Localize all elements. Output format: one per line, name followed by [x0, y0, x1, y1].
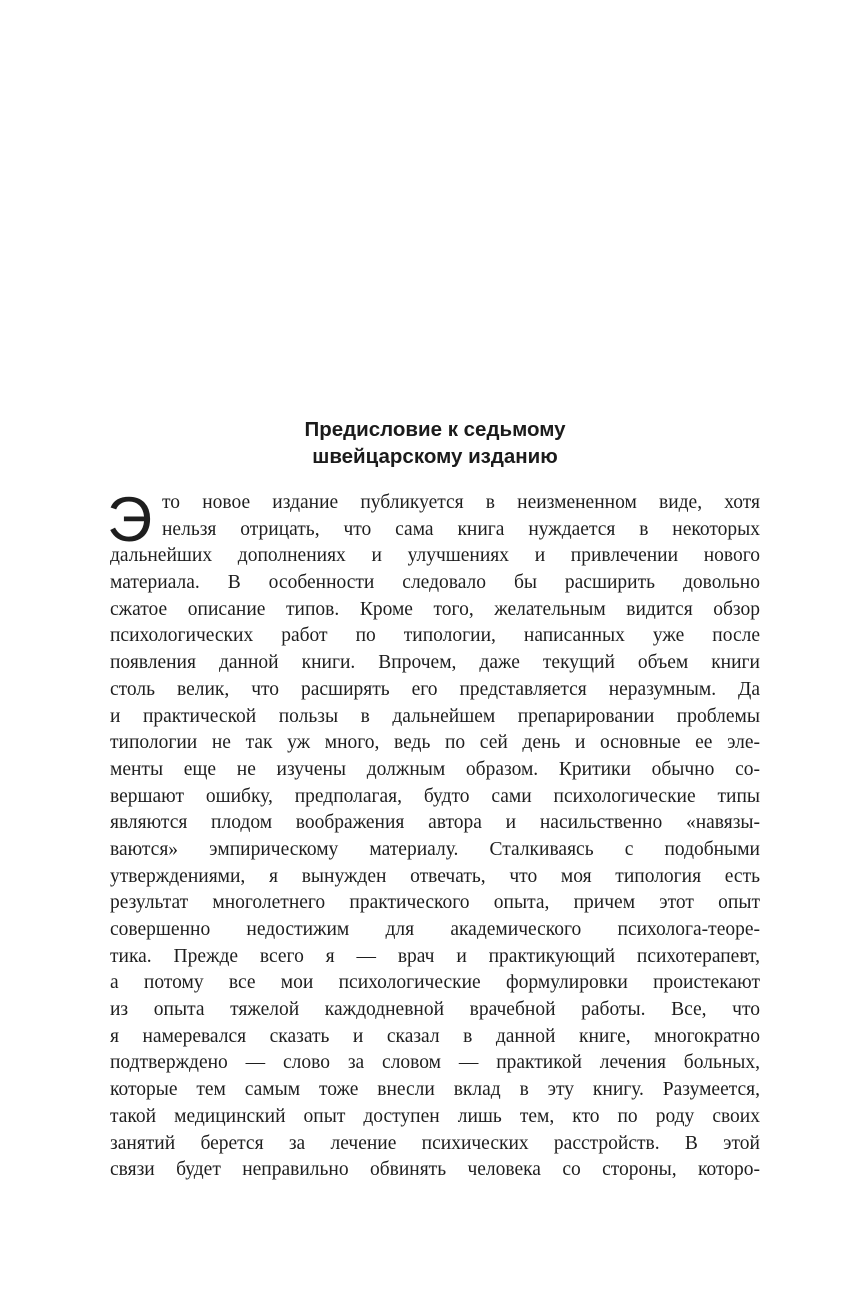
body-paragraph [107, 485, 760, 1184]
chapter-heading [110, 416, 760, 470]
text-line: совершенно недостижим для академического психолога-теоре- [110, 919, 760, 940]
text-line: психологических работ по типологии, написанных уже после [110, 625, 760, 647]
text-line: а потому все мои психологические формулировки проистекают [110, 972, 760, 994]
text-line: появления данной книги. Впрочем, даже текущий объем книги [110, 652, 760, 674]
text-line: сжатое описание типов. Кроме того, желательным видится обзор [110, 598, 760, 620]
text-line: тика. Прежде всего я — врач и практикующий психотерапевт, [110, 945, 760, 967]
text-line: нельзя отрицать, что сама книга нуждается в некоторых [162, 518, 760, 540]
text-line: которые тем самым тоже внесли вклад в эту книгу. Разумеется, [110, 1079, 760, 1101]
text-line: и практической пользы в дальнейшем препарировании проблемы [110, 705, 760, 727]
text-line: утверждениями, я вынужден отвечать, что моя типология есть [110, 865, 760, 887]
text-line: из опыта тяжелой каждодневной врачебной работы. Все, что [110, 999, 760, 1021]
chapter-heading-line-2: швейцарскому изданию [312, 445, 558, 468]
text-line: ваются» эмпирическому материалу. Сталкиваясь с подобными [110, 838, 760, 860]
text-line: подтверждено — слово за словом — практикой лечения больных, [110, 1052, 760, 1074]
text-line: такой медицинский опыт доступен лишь тем, кто по роду своих [110, 1105, 760, 1127]
text-line: типологии не так уж много, ведь по сей день и основные ее эле- [110, 732, 760, 754]
text-line: менты еще не изучены должным образом. Критики обычно со- [110, 758, 760, 780]
text-line: я намеревался сказать и сказал в данной книге, многократно [110, 1025, 760, 1047]
drop-cap: Э [107, 485, 153, 555]
text-line: занятий берется за лечение психических расстройств. В этой [110, 1132, 760, 1154]
text-line: результат многолетнего практического опыта, причем этот опыт [110, 892, 760, 914]
text-line: вершают ошибку, предполагая, будто сами психологические типы [110, 785, 760, 807]
chapter-heading-line-1: Предисловие к седьмому [304, 418, 566, 441]
text-line: то новое издание публикуется в неизмененном виде, хотя [162, 492, 760, 513]
text-line: связи будет неправильно обвинять человека со стороны, которо- [110, 1159, 760, 1181]
text-line: материала. В особенности следовало бы расширить довольно [110, 572, 760, 594]
text-line: столь велик, что расширять его представляется неразумным. Да [110, 678, 760, 700]
text-line: являются плодом воображения автора и насильственно «навязы- [110, 812, 760, 834]
text-line: дальнейших дополнениях и улучшениях и привлечении нового [110, 545, 760, 567]
